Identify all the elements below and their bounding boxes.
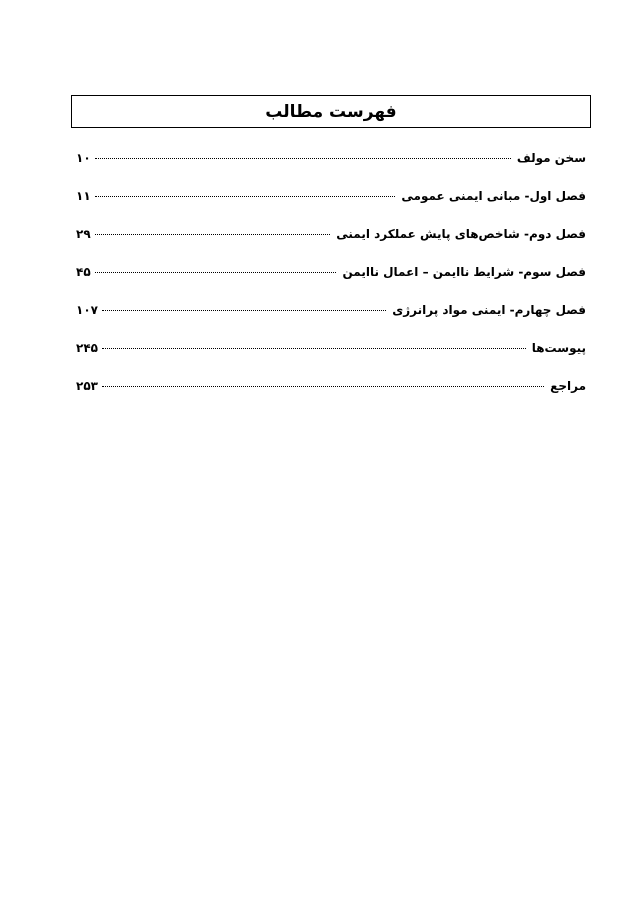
toc-entry-label: فصل سوم- شرایط ناایمن – اعمال ناایمن (342, 265, 586, 279)
toc-entry-page: ۱۱ (76, 189, 91, 203)
toc-leader-dots (95, 234, 331, 235)
toc-entry-appendices[interactable] (76, 337, 586, 375)
toc-entry-page: ۲۵۳ (76, 379, 98, 393)
toc-leader-dots (95, 272, 337, 273)
toc-entry-chapter-2[interactable] (76, 223, 586, 261)
toc-title-box (71, 95, 591, 128)
toc-entry-chapter-3[interactable] (76, 261, 586, 299)
toc-entry-label: مراجع (550, 379, 586, 393)
toc-entry-page: ۲۹ (76, 227, 91, 241)
toc-entry-page: ۴۵ (76, 265, 91, 279)
toc-entry-chapter-4[interactable] (76, 299, 586, 337)
toc-entry-page: ۲۴۵ (76, 341, 98, 355)
toc-entry-label: سخن مولف (516, 151, 586, 165)
toc-leader-dots (102, 310, 386, 311)
toc-leader-dots (102, 386, 544, 387)
toc-title: فهرست مطالب (265, 101, 397, 122)
toc-entry-label: فصل اول- مبانی ایمنی عمومی (401, 189, 586, 203)
toc-entry-page: ۱۰۷ (76, 303, 98, 317)
toc-entry-label: پیوست‌ها (531, 341, 586, 355)
table-of-contents (76, 147, 586, 413)
toc-entry-chapter-1[interactable] (76, 185, 586, 223)
toc-entry-references[interactable] (76, 375, 586, 413)
toc-entry-author-note[interactable] (76, 147, 586, 185)
toc-entry-label: فصل چهارم- ایمنی مواد پرانرژی (392, 303, 586, 317)
toc-leader-dots (95, 158, 511, 159)
toc-leader-dots (102, 348, 526, 349)
toc-leader-dots (95, 196, 396, 197)
toc-entry-label: فصل دوم- شاخص‌های پایش عملکرد ایمنی (336, 227, 586, 241)
toc-entry-page: ۱۰ (76, 151, 91, 165)
